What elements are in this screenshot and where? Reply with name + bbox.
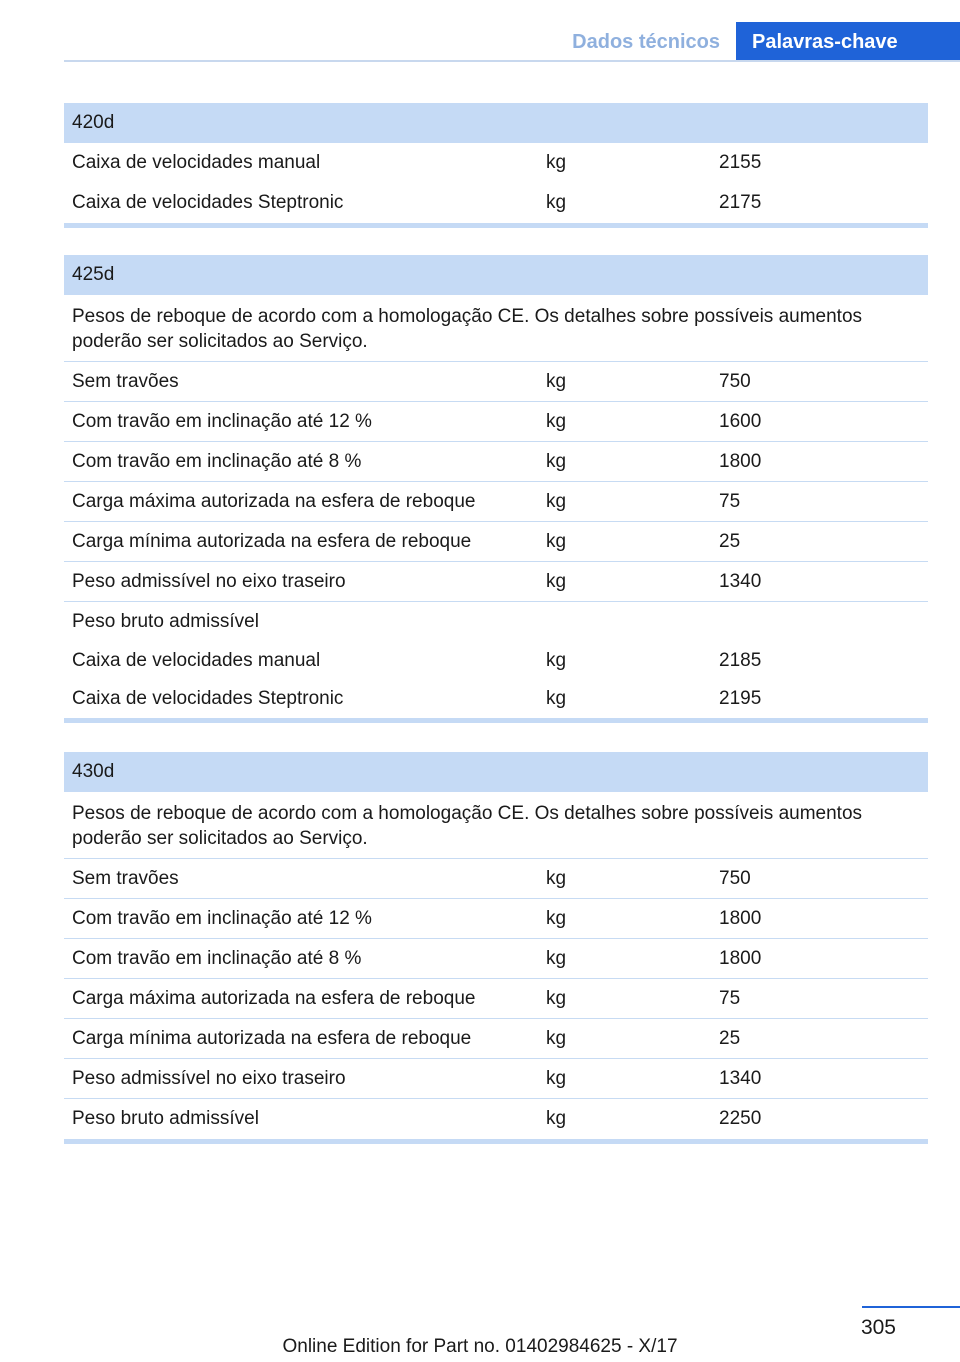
tab-dados-tecnicos[interactable]: Dados técnicos <box>572 31 720 53</box>
table-row <box>64 482 928 522</box>
row-value: 1800 <box>719 451 762 472</box>
row-value: 2155 <box>719 152 762 173</box>
row-unit: kg <box>546 988 567 1009</box>
row-label: Peso admissível no eixo traseiro <box>72 1068 346 1089</box>
row-unit: kg <box>546 1028 567 1049</box>
row-label: Com travão em inclinação até 8 % <box>72 451 362 472</box>
row-unit: kg <box>546 152 567 173</box>
table-row <box>64 1019 928 1059</box>
row-unit: kg <box>546 1068 567 1089</box>
row-value: 2250 <box>719 1108 762 1129</box>
row-unit: kg <box>546 688 567 709</box>
table-note: Pesos de reboque de acordo com a homologação CE. Os detalhes sobre possíveis aumentos poderão ser solicitados ao Serviço. <box>64 792 928 859</box>
table-425d <box>64 255 928 723</box>
table-row <box>64 522 928 562</box>
row-label: Peso bruto admissível <box>72 611 259 632</box>
row-value: 75 <box>719 988 741 1009</box>
table-title: 425d <box>64 255 928 295</box>
table-title: 430d <box>64 752 928 792</box>
row-unit: kg <box>546 411 567 432</box>
header-bar <box>64 0 960 62</box>
table-note: Pesos de reboque de acordo com a homologação CE. Os detalhes sobre possíveis aumentos poderão ser solicitados ao Serviço. <box>64 295 928 362</box>
table-row <box>64 183 928 223</box>
row-unit: kg <box>546 531 567 552</box>
row-label: Carga máxima autorizada na esfera de reboque <box>72 988 476 1009</box>
row-label: Carga mínima autorizada na esfera de reboque <box>72 1028 472 1049</box>
row-value: 1340 <box>719 571 762 592</box>
row-label: Com travão em inclinação até 12 % <box>72 411 372 432</box>
row-label: Com travão em inclinação até 12 % <box>72 908 372 929</box>
row-value: 75 <box>719 491 741 512</box>
row-value: 1340 <box>719 1068 762 1089</box>
page-number-rule <box>862 1306 960 1308</box>
row-value: 25 <box>719 531 741 552</box>
row-label: Peso admissível no eixo traseiro <box>72 571 346 592</box>
row-unit: kg <box>546 192 567 213</box>
table-row <box>64 442 928 482</box>
row-value: 1800 <box>719 908 762 929</box>
row-label: Caixa de velocidades manual <box>72 152 321 173</box>
row-unit: kg <box>546 948 567 969</box>
table-row <box>64 939 928 979</box>
row-unit: kg <box>546 571 567 592</box>
table-row <box>64 562 928 602</box>
table-row <box>64 1099 928 1139</box>
row-label: Carga máxima autorizada na esfera de reboque <box>72 491 476 512</box>
table-end-bar <box>64 1139 928 1144</box>
page-number: 305 <box>860 1316 896 1339</box>
table-title: 420d <box>64 103 928 143</box>
row-label: Caixa de velocidades Steptronic <box>72 688 344 709</box>
row-label: Com travão em inclinação até 8 % <box>72 948 362 969</box>
table-end-bar <box>64 718 928 723</box>
table-row <box>64 979 928 1019</box>
tab-palavras-chave[interactable]: Palavras-chave <box>736 22 960 62</box>
header-divider <box>64 60 960 62</box>
row-value: 750 <box>719 868 751 889</box>
row-unit: kg <box>546 868 567 889</box>
row-value: 1800 <box>719 948 762 969</box>
row-label: Caixa de velocidades Steptronic <box>72 192 344 213</box>
table-row <box>64 402 928 442</box>
table-row <box>64 602 928 642</box>
row-value: 25 <box>719 1028 741 1049</box>
table-row <box>64 859 928 899</box>
row-value: 750 <box>719 371 751 392</box>
row-unit: kg <box>546 908 567 929</box>
table-row <box>64 642 928 680</box>
table-420d <box>64 103 928 228</box>
row-unit: kg <box>546 1108 567 1129</box>
row-unit: kg <box>546 650 567 671</box>
row-unit: kg <box>546 491 567 512</box>
table-row <box>64 680 928 718</box>
row-label: Peso bruto admissível <box>72 1108 259 1129</box>
row-label: Carga mínima autorizada na esfera de reboque <box>72 531 472 552</box>
row-label: Sem travões <box>72 868 179 889</box>
row-label: Caixa de velocidades manual <box>72 650 321 671</box>
row-unit: kg <box>546 451 567 472</box>
table-row <box>64 362 928 402</box>
edition-footer: Online Edition for Part no. 01402984625 - X/17 <box>282 1336 678 1357</box>
row-value: 2175 <box>719 192 762 213</box>
table-row <box>64 1059 928 1099</box>
row-value: 2195 <box>719 688 762 709</box>
row-value: 1600 <box>719 411 762 432</box>
row-value: 2185 <box>719 650 762 671</box>
table-430d <box>64 752 928 1144</box>
table-row <box>64 143 928 183</box>
row-unit: kg <box>546 371 567 392</box>
row-label: Sem travões <box>72 371 179 392</box>
table-row <box>64 899 928 939</box>
table-end-bar <box>64 223 928 228</box>
